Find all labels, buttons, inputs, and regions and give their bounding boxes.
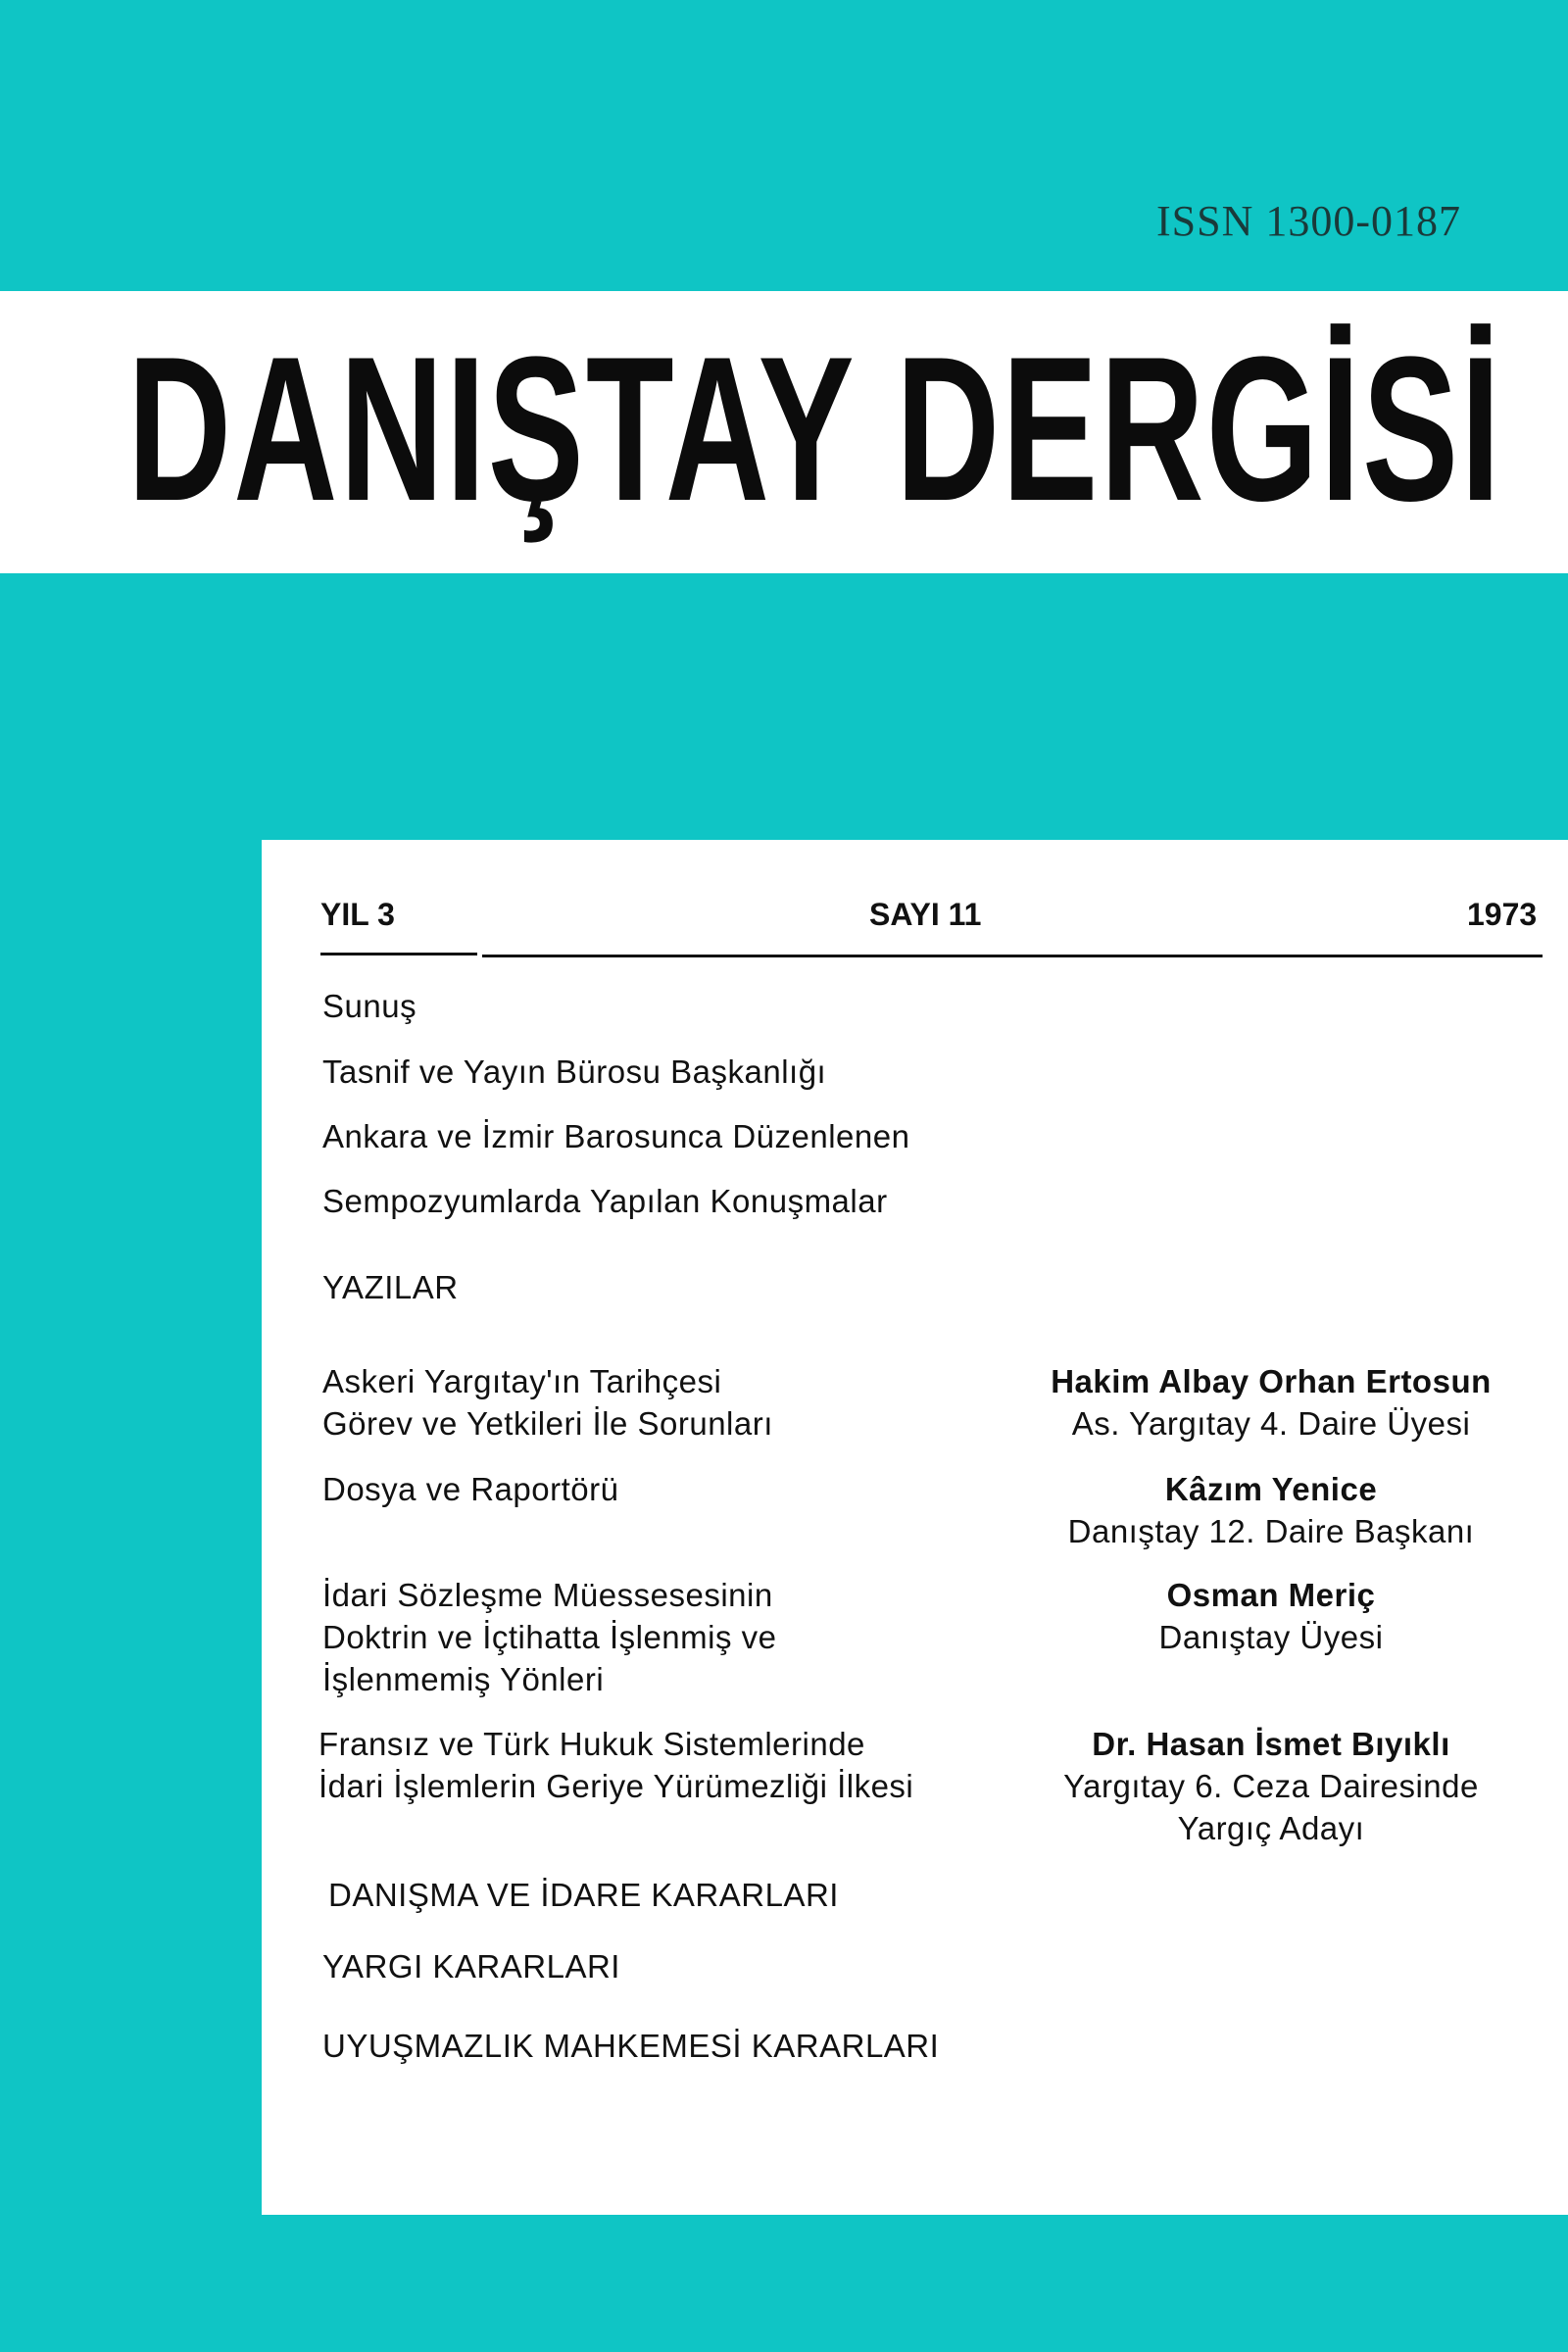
section-heading: UYUŞMAZLIK MAHKEMESİ KARARLARI (322, 2028, 940, 2064)
intro-sunus: Sunuş (322, 988, 417, 1024)
year-label: YIL 3 (320, 897, 395, 932)
intro-line: Tasnif ve Yayın Bürosu Başkanlığı (322, 1054, 827, 1090)
article-title-line: Dosya ve Raportörü (322, 1471, 619, 1507)
article-author-block (1016, 1360, 1526, 1445)
issue-label: SAYI 11 (869, 897, 982, 932)
date-label: 1973 (1467, 897, 1538, 932)
intro-line: Sempozyumlarda Yapılan Konuşmalar (322, 1183, 888, 1219)
author-name: Hakim Albay Orhan Ertosun (1051, 1363, 1492, 1399)
author-position: Yargıtay 6. Ceza Dairesinde (1063, 1768, 1479, 1804)
section-heading: DANIŞMA VE İDARE KARARLARI (328, 1877, 839, 1913)
issn-label: ISSN 1300-0187 (1156, 197, 1462, 245)
article-author-block (1016, 1468, 1526, 1552)
article-title-line: Fransız ve Türk Hukuk Sistemlerinde (318, 1726, 865, 1762)
author-position: Danıştay Üyesi (1158, 1619, 1384, 1655)
intro-line: Ankara ve İzmir Barosunca Düzenlenen (322, 1118, 910, 1154)
journal-title: DANIŞTAY DERGİSİ (127, 314, 1503, 544)
author-name: Kâzım Yenice (1164, 1471, 1378, 1507)
yazilar-heading: YAZILAR (322, 1269, 459, 1305)
header-rule-long (482, 955, 1543, 957)
article-author-block (1016, 1723, 1526, 1849)
author-position: Danıştay 12. Daire Başkanı (1067, 1513, 1475, 1549)
author-position: As. Yargıtay 4. Daire Üyesi (1071, 1405, 1471, 1442)
author-name: Osman Meriç (1166, 1577, 1376, 1613)
article-title-line: Askeri Yargıtay'ın Tarihçesi (322, 1363, 722, 1399)
contents-panel (262, 840, 1568, 2215)
header-rule-short (320, 953, 477, 956)
article-title-line: İşlenmemiş Yönleri (322, 1661, 605, 1697)
section-heading: YARGI KARARLARI (322, 1948, 620, 1984)
article-title-line: Görev ve Yetkileri İle Sorunları (322, 1405, 773, 1442)
article-author-block (1016, 1574, 1526, 1658)
article-title-line: Doktrin ve İçtihatta İşlenmiş ve (322, 1619, 777, 1655)
article-title-line: İdari Sözleşme Müessesesinin (322, 1577, 773, 1613)
article-title-line: İdari İşlemlerin Geriye Yürümezliği İlkesi (318, 1768, 914, 1804)
author-position: Yargıç Adayı (1177, 1810, 1365, 1846)
author-name: Dr. Hasan İsmet Bıyıklı (1092, 1726, 1450, 1762)
